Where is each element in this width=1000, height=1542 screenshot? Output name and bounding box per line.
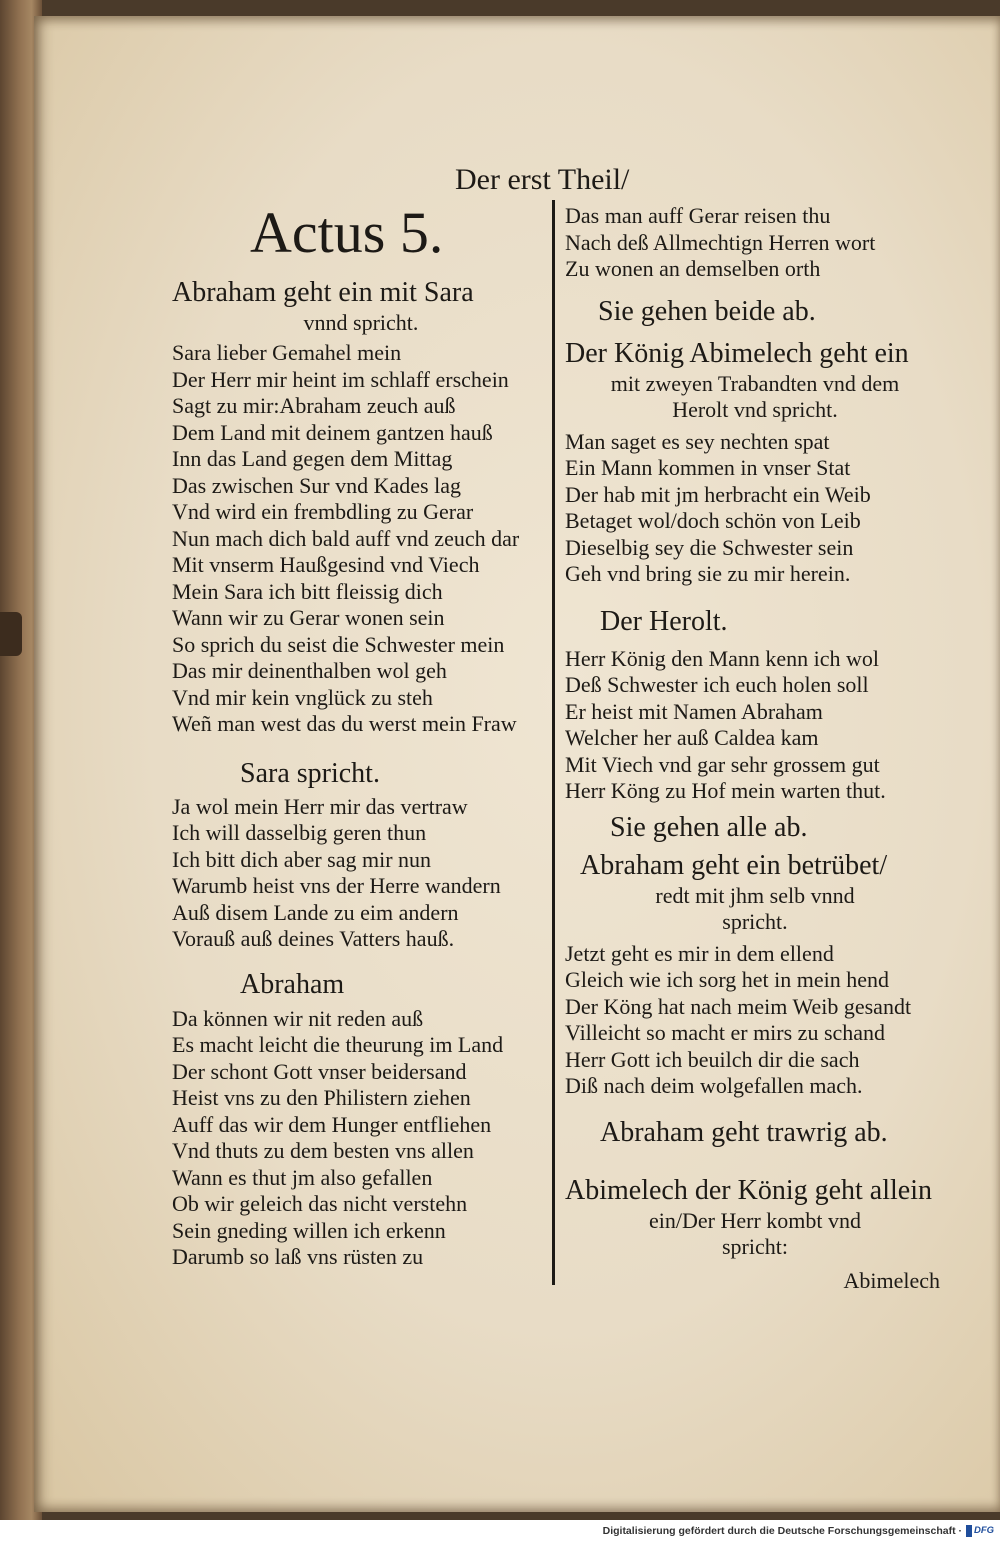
verse-line: So sprich du seist die Schwester mein xyxy=(172,631,505,657)
stage-direction-cont: spricht: xyxy=(722,1233,788,1259)
verse-line: Gleich wie ich sorg het in mein hend xyxy=(565,967,890,992)
verse-line: Das zwischen Sur vnd Kades lag xyxy=(172,472,461,498)
verse-line: Welcher her auß Caldea kam xyxy=(565,725,819,750)
verse-line: Wann es thut jm also gefallen xyxy=(172,1164,433,1190)
verse-line: Vnd wird ein frembdling zu Gerar xyxy=(172,499,474,524)
speech-abraham-3 xyxy=(565,941,945,1100)
verse-line: Heist vns zu den Philistern ziehen xyxy=(172,1085,471,1110)
stage-direction: Abimelech der König geht allein xyxy=(565,1174,932,1206)
speech-herold xyxy=(565,646,945,805)
verse-line: Ob wir geleich das nicht verstehn xyxy=(172,1191,468,1216)
verse-line: Der schont Gott vnser beidersand xyxy=(172,1058,467,1084)
speech-abraham-2-continued xyxy=(565,203,945,283)
act-title: Actus 5. xyxy=(250,200,444,265)
stage-direction-cont: spricht. xyxy=(722,908,788,934)
speaker-name: Sara spricht. xyxy=(240,757,380,789)
verse-line: Vorauß auß deines Vatters hauß. xyxy=(172,926,455,951)
verse-line: Zu wonen an demselben orth xyxy=(565,256,821,281)
verse-line: Weñ man west das du werst mein Fraw xyxy=(172,711,517,736)
verse-line: Das man auff Gerar reisen thu xyxy=(565,203,831,228)
verse-line: Geh vnd bring sie zu mir herein. xyxy=(565,561,851,586)
speech-king xyxy=(565,429,945,588)
stage-direction: Sie gehen alle ab. xyxy=(610,811,808,843)
verse-line: Sagt zu mir:Abraham zeuch auß xyxy=(172,393,456,418)
verse-line: Auff das wir dem Hunger entfliehen xyxy=(172,1111,492,1137)
verse-line: Ich will dasselbig geren thun xyxy=(172,820,427,845)
speech-sara xyxy=(172,794,550,953)
verse-line: Darumb so laß vns rüsten zu xyxy=(172,1244,424,1269)
stage-direction: Abraham geht ein mit Sara xyxy=(172,277,474,308)
footer-strip xyxy=(0,1520,1000,1542)
verse-line: Man saget es sey nechten spat xyxy=(565,428,830,454)
verse-line: Ja wol mein Herr mir das vertraw xyxy=(172,793,468,819)
dfg-logo-text: DFG xyxy=(974,1525,995,1536)
verse-line: Mit vnserm Haußgesind vnd Viech xyxy=(172,552,480,577)
verse-line: Villeicht so macht er mirs zu schand xyxy=(565,1020,886,1045)
verse-line: Sara lieber Gemahel mein xyxy=(172,340,402,365)
binding-clasp xyxy=(0,612,22,656)
verse-line: Es macht leicht die theurung im Land xyxy=(172,1032,504,1057)
verse-line: Inn das Land gegen dem Mittag xyxy=(172,446,453,471)
verse-line: Vnd thuts zu dem besten vns allen xyxy=(172,1138,474,1163)
verse-line: Nach deß Allmechtign Herren wort xyxy=(565,229,876,255)
stage-direction: Sie gehen beide ab. xyxy=(598,295,816,327)
verse-line: Der Herr mir heint im schlaff erschein xyxy=(172,366,509,392)
verse-line: Mit Viech vnd gar sehr grossem gut xyxy=(565,751,880,777)
stage-direction-cont: mit zweyen Trabandten vnd dem xyxy=(610,370,900,396)
verse-line: Der hab mit jm herbracht ein Weib xyxy=(565,481,871,507)
verse-line: Wann wir zu Gerar wonen sein xyxy=(172,605,445,630)
speech-abraham-1 xyxy=(172,340,550,738)
verse-line: Herr Köng zu Hof mein warten thut. xyxy=(565,778,886,803)
verse-line: Herr Gott ich beuilch dir die sach xyxy=(565,1046,860,1072)
dfg-logo[interactable] xyxy=(966,1524,996,1538)
verse-line: Mein Sara ich bitt fleissig dich xyxy=(172,578,443,604)
verse-line: Dieselbig sey die Schwester sein xyxy=(565,534,854,560)
speech-abraham-2 xyxy=(172,1006,550,1271)
funding-note: Digitalisierung gefördert durch die Deutsche Forschungsgemeinschaft · xyxy=(602,1525,962,1537)
stage-direction: Abraham geht trawrig ab. xyxy=(600,1116,888,1148)
stage-direction-cont: Herolt vnd spricht. xyxy=(672,396,838,422)
verse-line: Nun mach dich bald auff vnd zeuch dar xyxy=(172,525,520,551)
column-divider xyxy=(552,200,555,1285)
verse-line: Deß Schwester ich euch holen soll xyxy=(565,672,869,697)
verse-line: Diß nach deim wolgefallen mach. xyxy=(565,1073,863,1098)
verse-line: Da können wir nit reden auß xyxy=(172,1005,424,1031)
speaker-name: Abraham xyxy=(240,968,345,1000)
verse-line: Er heist mit Namen Abraham xyxy=(565,698,823,724)
stage-direction-cont: redt mit jhm selb vnnd xyxy=(655,882,855,908)
verse-line: Vnd mir kein vnglück zu steh xyxy=(172,684,433,710)
stage-direction: Der König Abimelech geht ein xyxy=(565,337,909,369)
verse-line: Dem Land mit deinem gantzen hauß xyxy=(172,419,493,445)
verse-line: Jetzt geht es mir in dem ellend xyxy=(565,940,834,966)
stage-direction-cont: vnnd spricht. xyxy=(303,310,419,335)
verse-line: Sein gneding willen ich erkenn xyxy=(172,1217,446,1243)
running-head: Der erst Theil/ xyxy=(455,163,630,196)
right-column xyxy=(565,203,945,1294)
verse-line: Betaget wol/doch schön von Leib xyxy=(565,508,861,533)
stage-direction-cont: ein/Der Herr kombt vnd xyxy=(649,1207,861,1233)
dfg-logo-mark xyxy=(966,1525,972,1537)
verse-line: Ich bitt dich aber sag mir nun xyxy=(172,846,432,872)
catchword: Abimelech xyxy=(843,1267,940,1293)
verse-line: Das mir deinenthalben wol geh xyxy=(172,658,447,683)
speaker-name: Der Herolt. xyxy=(600,605,728,637)
verse-line: Der Köng hat nach meim Weib gesandt xyxy=(565,993,912,1019)
left-column xyxy=(172,200,550,1271)
verse-line: Ein Mann kommen in vnser Stat xyxy=(565,455,851,480)
stage-direction: Abraham geht ein betrübet/ xyxy=(580,849,888,881)
verse-line: Herr König den Mann kenn ich wol xyxy=(565,645,880,671)
verse-line: Warumb heist vns der Herre wandern xyxy=(172,873,501,898)
verse-line: Auß disem Lande zu eim andern xyxy=(172,899,459,925)
